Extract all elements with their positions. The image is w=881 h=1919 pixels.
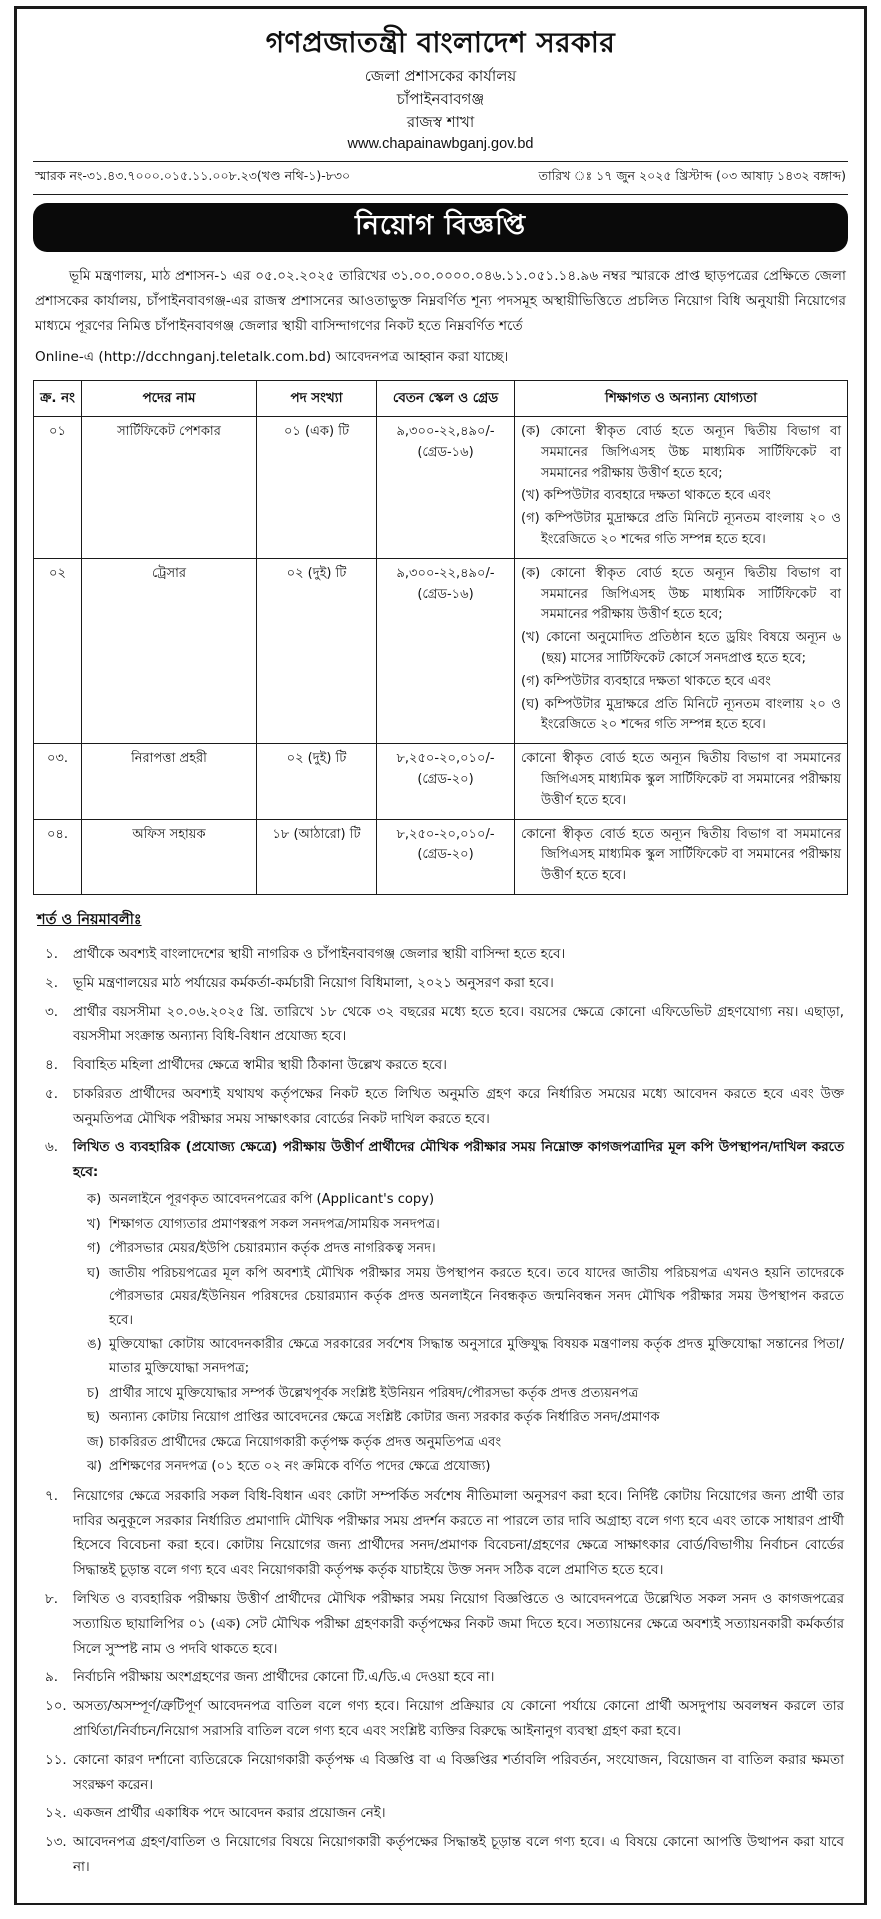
- condition-marker: ১.: [45, 946, 58, 962]
- condition-item: [39, 1831, 844, 1881]
- qualification-item: (গ) কম্পিউটার ব্যবহারে দক্ষতা থাকতে হবে এবং: [521, 673, 771, 689]
- qualification-item: কোনো স্বীকৃত বোর্ড হতে অন্যূন দ্বিতীয় বিভাগ বা সমমানের জিপিএসহ মাধ্যমিক স্কুল সার্টিফিকেট বা সমমানের পরীক্ষায় উত্তীর্ণ হতে হবে।: [521, 751, 841, 808]
- cell-post-count: ০১ (এক) টি: [257, 416, 377, 558]
- subitem-text: চাকরিরত প্রার্থীদের ক্ষেত্রে নিয়োগকারী কর্তৃপক্ষ কর্তৃক প্রদত্ত অনুমতিপত্র এবং: [109, 1434, 502, 1450]
- condition-subitem-list: [73, 1188, 844, 1479]
- subitem-text: মুক্তিযোদ্ধা কোটায় আবেদনকারীর ক্ষেত্রে সরকারের সর্বশেষ সিদ্ধান্ত অনুসারে মুক্তিযুদ্ধ বিষয়ক মন্ত্রণালয় কর্তৃক প্রদত্ত মুক্তিযোদ্ধা সন্তানের পিতা/মাতার মুক্তিযোদ্ধা সনদপত্র;: [109, 1337, 844, 1377]
- condition-marker: ২.: [45, 975, 58, 991]
- condition-text-wrap: [73, 1001, 844, 1051]
- subitem-marker: জ): [87, 1434, 104, 1450]
- condition-subitem: [73, 1382, 844, 1406]
- condition-item: [39, 1802, 844, 1827]
- condition-text: বিবাহিত মহিলা প্রার্থীদের ক্ষেত্রে স্বামীর স্থায়ী ঠিকানা উল্লেখ করতে হবে।: [73, 1058, 447, 1074]
- subitem-text: পৌরসভার মেয়র/ইউপি চেয়ারম্যান কর্তৃক প্রদত্ত নাগরিকত্ব সনদ।: [109, 1241, 436, 1257]
- condition-text-wrap: [73, 1588, 844, 1662]
- condition-text: আবেদনপত্র গ্রহণ/বাতিল ও নিয়োগের বিষয়ে নিয়োগকারী কর্তৃপক্ষের সিদ্ধান্তই চূড়ান্ত বলে গণ্য হবে। এ বিষয়ে কোনো আপত্তি উত্থাপন করা যাবে না।: [73, 1835, 844, 1875]
- condition-marker: ১৩.: [45, 1835, 67, 1851]
- cell-pay-scale: [377, 416, 515, 558]
- qualification-item: (ক) কোনো স্বীকৃত বোর্ড হতে অন্যূন দ্বিতীয় বিভাগ বা সমমানের জিপিএসহ উচ্চ মাধ্যমিক সার্টিফিকেট বা সমমানের পরীক্ষায় উত্তীর্ণ হতে হবে;: [521, 423, 841, 481]
- memo-row: [33, 168, 848, 192]
- pay-range: ৮,২৫০-২০,০১০/-: [396, 751, 495, 767]
- condition-item: [39, 1588, 844, 1662]
- cell-post-count: ০২ (দুই) টি: [257, 558, 377, 743]
- cell-sl: ০৩.: [34, 744, 82, 819]
- page-frame: [14, 6, 867, 1905]
- qualification-item: (ক) কোনো স্বীকৃত বোর্ড হতে অন্যূন দ্বিতীয় বিভাগ বা সমমানের জিপিএসহ উচ্চ মাধ্যমিক সার্টিফিকেট বা সমমানের পরীক্ষায় উত্তীর্ণ হতে হবে;: [521, 565, 841, 623]
- pay-range: ৮,২৫০-২০,০১০/-: [396, 826, 495, 842]
- condition-text: নির্বাচনি পরীক্ষায় অংশগ্রহণের জন্য প্রার্থীদের কোনো টি.এ/ডি.এ দেওয়া হবে না।: [73, 1670, 495, 1686]
- subitem-marker: ঘ): [87, 1265, 101, 1281]
- subitem-text: জাতীয় পরিচয়পত্রের মূল কপি অবশ্যই মৌখিক পরীক্ষার সময় উপস্থাপন করতে হবে। তবে যাদের জাতীয় পরিচয়পত্র এখনও হয়নি তাদেরকে পৌরসভার মেয়র/ইউনিয়ন পরিষদের চেয়ারম্যান কর্তৃক প্রদত্ত অনলাইনে নিবন্ধকৃত জন্মনিবন্ধন সনদ মৌখিক পরীক্ষার সময় উপস্থাপন করতে হবে।: [109, 1265, 844, 1328]
- pay-grade: (গ্রেড-২০): [417, 771, 474, 787]
- cell-post-name: ট্রেসার: [82, 558, 257, 743]
- vacancy-table: [33, 380, 848, 895]
- intro-online-line: Online-এ (http://dcchnganj.teletalk.com.bd) আবেদনপত্র আহ্বান করা যাচ্ছে।: [35, 349, 509, 366]
- memo-date: তারিখ ঃ ১৭ জুন ২০২৫ খ্রিস্টাব্দ (০৩ আষাঢ় ১৪৩২ বঙ্গাব্দ): [538, 168, 846, 184]
- website-url[interactable]: www.chapainawbganj.gov.bd: [347, 136, 534, 153]
- col-header-qualification: শিক্ষাগত ও অন্যান্য যোগ্যতা: [515, 380, 848, 416]
- table-row: [34, 819, 848, 894]
- cell-post-name: সার্টিফিকেট পেশকার: [82, 416, 257, 558]
- table-row: [34, 416, 848, 558]
- notice-banner: [33, 203, 848, 251]
- col-header-post-name: পদের নাম: [82, 380, 257, 416]
- subitem-text: অন্যান্য কোটায় নিয়োগ প্রাপ্তির আবেদনের ক্ষেত্রে সংশ্লিষ্ট কোটার জন্য সরকার কর্তৃক নির্ধারিত সনদ/প্রমাণক: [109, 1410, 660, 1426]
- condition-subitem: [73, 1406, 844, 1430]
- cell-sl: ০৪.: [34, 819, 82, 894]
- condition-text: চাকরিরত প্রার্থীদের অবশ্যই যথাযথ কর্তৃপক্ষের নিকট হতে লিখিত অনুমতি গ্রহণ করে নির্ধারিত সময়ের মধ্যে আবেদন করতে হবে এবং উক্ত অনুমতিপত্র মৌখিক পরীক্ষার সময় সাক্ষাৎকার বোর্ডের নিকট দাখিল করতে হবে।: [73, 1086, 844, 1127]
- pay-range: ৯,৩০০-২২,৪৯০/-: [396, 423, 495, 439]
- conditions-list: [33, 943, 848, 1881]
- cell-pay-scale: [377, 744, 515, 819]
- table-head: [34, 380, 848, 416]
- condition-text-wrap: [73, 1749, 844, 1799]
- cell-post-name: নিরাপত্তা প্রহরী: [82, 744, 257, 819]
- pay-range: ৯,৩০০-২২,৪৯০/-: [396, 565, 495, 581]
- qualification-item: (গ) কম্পিউটার মুদ্রাক্ষরে প্রতি মিনিটে ন্যূনতম বাংলায় ২০ ও ইংরেজিতে ২০ শব্দের গতি সম্পন্ন হতে হবে।: [521, 511, 841, 547]
- col-header-pay-scale: বেতন স্কেল ও গ্রেড: [377, 380, 515, 416]
- subitem-text: অনলাইনে পূরণকৃত আবেদনপত্রের কপি (Applicant's copy): [109, 1192, 435, 1208]
- subitem-text: প্রার্থীর সাথে মুক্তিযোদ্ধার সম্পর্ক উল্লেখপূর্বক সংশ্লিষ্ট ইউনিয়ন পরিষদ/পৌরসভা কর্তৃক প্রদত্ত প্রত্যয়নপত্র: [109, 1385, 639, 1401]
- condition-text: লিখিত ও ব্যবহারিক (প্রযোজ্য ক্ষেত্রে) পরীক্ষায় উত্তীর্ণ প্রার্থীদের মৌখিক পরীক্ষার সময় নিম্নোক্ত কাগজপত্রাদির মূল কপি উপস্থাপন/দাখিল করতে হবে:: [73, 1140, 844, 1181]
- condition-marker: ১২.: [45, 1806, 67, 1822]
- condition-text-wrap: [73, 972, 844, 997]
- subitem-text: প্রশিক্ষণের সনদপত্র (০১ হতে ০২ নং ক্রমিকে বর্ণিত পদের ক্ষেত্রে প্রযোজ্য): [109, 1459, 491, 1475]
- condition-marker: ৩.: [45, 1004, 58, 1020]
- condition-item: [39, 1001, 844, 1051]
- condition-text-wrap: [73, 1802, 844, 1827]
- table-row: [34, 744, 848, 819]
- col-header-sl: ক্র. নং: [34, 380, 82, 416]
- subitem-marker: ঙ): [87, 1337, 102, 1353]
- condition-text: একজন প্রার্থীর একাধিক পদে আবেদন করার প্রয়োজন নেই।: [73, 1806, 386, 1822]
- qualification-item: (খ) কম্পিউটার ব্যবহারে দক্ষতা থাকতে হবে এবং: [521, 488, 771, 504]
- condition-item: [39, 943, 844, 968]
- office-name: জেলা প্রশাসকের কার্যালয়: [364, 67, 517, 85]
- subitem-marker: গ): [87, 1241, 101, 1257]
- condition-item: [39, 1749, 844, 1799]
- header-divider: [33, 161, 848, 162]
- qualification-item: কোনো স্বীকৃত বোর্ড হতে অন্যূন দ্বিতীয় বিভাগ বা সমমানের জিপিএসহ মাধ্যমিক স্কুল সার্টিফিকেট বা সমমানের পরীক্ষায় উত্তীর্ণ হতে হবে।: [521, 826, 841, 884]
- condition-text: প্রার্থীকে অবশ্যই বাংলাদেশের স্থায়ী নাগরিক ও চাঁপাইনবাবগঞ্জ জেলার স্থায়ী বাসিন্দা হতে হবে।: [73, 946, 566, 962]
- cell-qualification: [515, 558, 848, 743]
- cell-pay-scale: [377, 558, 515, 743]
- condition-marker: ৫.: [45, 1086, 58, 1102]
- condition-text-wrap: [73, 1831, 844, 1881]
- condition-text-wrap: [73, 1136, 844, 1480]
- cell-sl: ০১: [34, 416, 82, 558]
- condition-marker: ৪.: [45, 1058, 58, 1074]
- condition-marker: ১১.: [45, 1752, 67, 1768]
- branch-name: রাজস্ব শাখা: [406, 112, 475, 131]
- condition-subitem: [73, 1333, 844, 1380]
- condition-item: [39, 972, 844, 997]
- condition-subitem: [73, 1237, 844, 1261]
- condition-subitem: [73, 1455, 844, 1479]
- condition-subitem: [73, 1431, 844, 1455]
- condition-text-wrap: [73, 943, 844, 968]
- condition-marker: ১০.: [45, 1699, 67, 1715]
- condition-text: প্রার্থীর বয়সসীমা ২০.০৬.২০২৫ খ্রি. তারিখে ১৮ থেকে ৩২ বছরের মধ্যে হতে হবে। বয়সের ক্ষেত্রে কোনো এফিডেভিট গ্রহণযোগ্য নয়। এছাড়া, বয়সসীমা সংক্রান্ত অন্যান্য বিধি-বিধান প্রযোজ্য হবে।: [73, 1004, 844, 1045]
- table-row: [34, 558, 848, 743]
- condition-item: [39, 1666, 844, 1691]
- subitem-marker: চ): [87, 1385, 100, 1401]
- pay-grade: (গ্রেড-২০): [417, 847, 474, 863]
- subitem-text: শিক্ষাগত যোগ্যতার প্রমাণস্বরূপ সকল সনদপত্র/সাময়িক সনদপত্র।: [109, 1216, 440, 1232]
- notice-title: নিয়োগ বিজ্ঞপ্তি: [354, 210, 527, 242]
- condition-text-wrap: [73, 1695, 844, 1745]
- cell-post-count: ০২ (দুই) টি: [257, 744, 377, 819]
- qualification-item: (খ) কোনো অনুমোদিত প্রতিষ্ঠান হতে ড্রয়িং বিষয়ে অন্যূন ৬ (ছয়) মাসের সার্টিফিকেট কোর্সে সনদপ্রাপ্ত হতে হবে;: [521, 630, 841, 666]
- condition-subitem: [73, 1213, 844, 1237]
- condition-marker: ৬.: [45, 1140, 58, 1156]
- condition-text-wrap: [73, 1485, 844, 1584]
- condition-marker: ৭.: [45, 1488, 58, 1504]
- government-title: গণপ্রজাতন্ত্রী বাংলাদেশ সরকার: [265, 26, 616, 59]
- intro-paragraph: ভূমি মন্ত্রণালয়, মাঠ প্রশাসন-১ এর ০৫.০২.২০২৫ তারিখের ৩১.০০.০০০০.০৪৬.১১.০৫১.১৪.৯৬ নম্বর স্মারকে প্রাপ্ত ছাড়পত্রের প্রেক্ষিতে জেলা প্রশাসকের কার্যালয়, চাঁপাইনবাবগঞ্জ-এর রাজস্ব প্রশাসনের আওতাভুক্ত নিম্নবর্ণিত শূন্য পদসমূহ অস্থায়ীভিত্তিতে প্রচলিত নিয়োগ বিধি অনুযায়ী নিয়োগের মাধ্যমে পূরণের নিমিত্ত চাঁপাইনবাবগঞ্জ জেলার স্থায়ী বাসিন্দাগণের নিকট হতে নিম্নবর্ণিত শর্তে: [35, 267, 846, 334]
- subitem-marker: ছ): [87, 1410, 101, 1426]
- condition-subitem: [73, 1188, 844, 1212]
- pay-grade: (গ্রেড-১৬): [417, 444, 474, 460]
- qualification-item: (ঘ) কম্পিউটার মুদ্রাক্ষরে প্রতি মিনিটে ন্যূনতম বাংলায় ২০ ও ইংরেজিতে ২০ শব্দের গতি সম্পন্ন হতে হবে।: [521, 696, 841, 733]
- condition-text: নিয়োগের ক্ষেত্রে সরকারি সকল বিধি-বিধান এবং কোটা সম্পর্কিত সর্বশেষ নীতিমালা অনুসরণ করা হবে। নির্দিষ্ট কোটায় নিয়োগের জন্য প্রার্থী তার দাবির অনুকূলে সরকার নির্ধারিত প্রমাণাদি মৌখিক পরীক্ষার সময় প্রদর্শন করতে না পারলে তার দাবি অগ্রাহ্য বলে গণ্য হবে এবং তাকে সাধারণ প্রার্থী হিসেবে বিবেচনা করা হবে। কোটায় নিয়োগের জন্য প্রার্থীদের সনদ/প্রমাণক বিবেচনা/গ্রহণের ক্ষেত্রে সাক্ষাৎকার বোর্ড/বিভাগীয় নির্বাচন বোর্ডের সিদ্ধান্তই চূড়ান্ত বলে গণ্য হবে এবং নিয়োগকারী কর্তৃপক্ষ কর্তৃক যাচাইয়ে উক্ত সনদ সঠিক বলে প্রমাণিত হতে হবে।: [73, 1488, 844, 1579]
- condition-text: ভূমি মন্ত্রণালয়ের মাঠ পর্যায়ের কর্মকর্তা-কর্মচারী নিয়োগ বিধিমালা, ২০২১ অনুসরণ করা হবে।: [73, 975, 554, 991]
- subitem-marker: ক): [87, 1192, 102, 1208]
- subitem-marker: ঝ): [87, 1459, 103, 1475]
- condition-item: [39, 1054, 844, 1079]
- cell-post-name: অফিস সহায়ক: [82, 819, 257, 894]
- memo-number: স্মারক নং-৩১.৪৩.৭০০০.০১৫.১১.০০৮.২৩(খণ্ড নথি-১)-৮৩০: [35, 168, 351, 184]
- memo-divider: [33, 194, 848, 195]
- subitem-marker: খ): [87, 1216, 101, 1232]
- cell-qualification: [515, 819, 848, 894]
- cell-post-count: ১৮ (আঠারো) টি: [257, 819, 377, 894]
- table-header-row: [34, 380, 848, 416]
- condition-item: [39, 1136, 844, 1480]
- condition-text: অসত্য/অসম্পূর্ণ/ত্রুটিপূর্ণ আবেদনপত্র বাতিল বলে গণ্য হবে। নিয়োগ প্রক্রিয়ার যে কোনো পর্যায়ে কোনো প্রার্থী অসদুপায় অবলম্বন করলে তার প্রার্থিতা/নির্বাচন/নিয়োগ সরাসরি বাতিল বলে গণ্য হবে এবং সংশ্লিষ্ট ব্যক্তির বিরুদ্ধে আইনানুগ ব্যবস্থা গ্রহণ করা হবে।: [73, 1699, 844, 1739]
- district-name: চাঁপাইনবাবগঞ্জ: [396, 89, 485, 108]
- cell-qualification: [515, 416, 848, 558]
- condition-text-wrap: [73, 1054, 844, 1079]
- cell-pay-scale: [377, 819, 515, 894]
- condition-item: [39, 1485, 844, 1584]
- condition-text-wrap: [73, 1083, 844, 1133]
- conditions-heading: শর্ত ও নিয়মাবলীঃ: [37, 911, 142, 928]
- cell-sl: ০২: [34, 558, 82, 743]
- masthead: [33, 25, 848, 152]
- cell-qualification: [515, 744, 848, 819]
- col-header-post-count: পদ সংখ্যা: [257, 380, 377, 416]
- table-body: [34, 416, 848, 894]
- condition-subitem: [73, 1262, 844, 1333]
- pay-grade: (গ্রেড-১৬): [417, 586, 474, 602]
- condition-text-wrap: [73, 1666, 844, 1691]
- condition-text: লিখিত ও ব্যবহারিক পরীক্ষায় উত্তীর্ণ প্রার্থীদের মৌখিক পরীক্ষার সময় নিয়োগ বিজ্ঞপ্তিতে ও আবেদনপত্রে উল্লেখিত সকল সনদ ও কাগজপত্রের সত্যায়িত ছায়ালিপির ০১ (এক) সেট মৌখিক পরীক্ষা গ্রহণকারী কর্তৃপক্ষের নিকট জমা দিতে হবে। সত্যায়নের ক্ষেত্রে অবশ্যই সত্যায়নকারী কর্মকর্তার সিলে সুস্পষ্ট নাম ও পদবি থাকতে হবে।: [73, 1592, 844, 1657]
- condition-marker: ৮.: [45, 1592, 58, 1608]
- condition-item: [39, 1695, 844, 1745]
- condition-text: কোনো কারণ দর্শানো ব্যতিরেকে নিয়োগকারী কর্তৃপক্ষ এ বিজ্ঞপ্তি বা এ বিজ্ঞপ্তির শর্তাবলি পরিবর্তন, সংযোজন, বিয়োজন বা বাতিল করার ক্ষমতা সংরক্ষণ করেন।: [73, 1752, 844, 1793]
- condition-marker: ৯.: [45, 1670, 58, 1686]
- condition-item: [39, 1083, 844, 1133]
